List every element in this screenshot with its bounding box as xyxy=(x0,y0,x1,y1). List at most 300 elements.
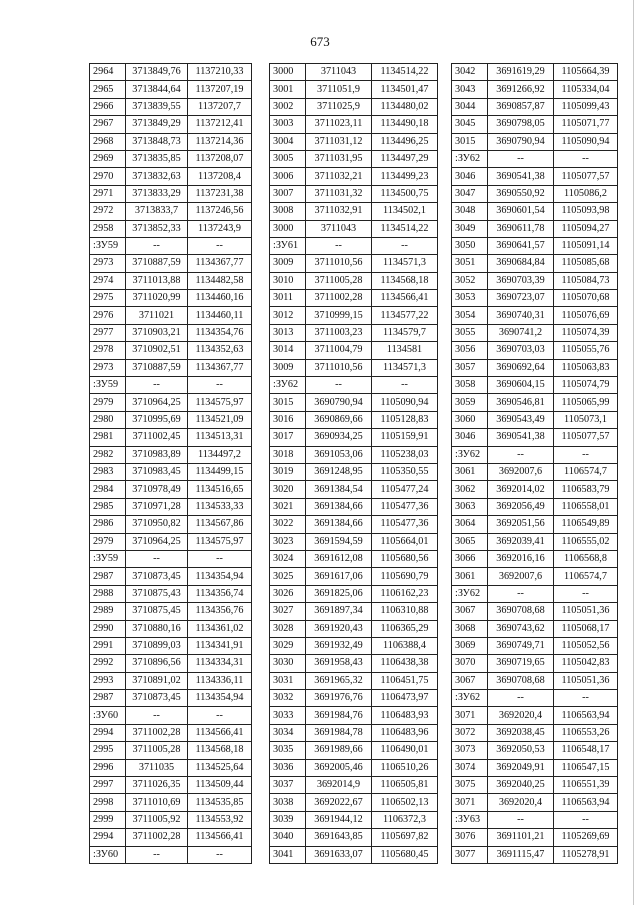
point-number-cell: 3070 xyxy=(452,655,488,672)
x-coordinate-cell: 3711002,45 xyxy=(126,429,188,446)
table-row xyxy=(90,463,252,480)
y-coordinate-cell: 1105084,73 xyxy=(554,272,618,289)
point-number-cell: 3050 xyxy=(452,237,488,254)
x-coordinate-cell: 3691594,59 xyxy=(306,533,372,550)
scan-edge-right xyxy=(633,0,634,905)
table-row xyxy=(270,255,438,272)
point-number-cell: :ЗУ60 xyxy=(90,707,126,724)
x-coordinate-cell: 3710887,59 xyxy=(126,359,188,376)
table-row xyxy=(452,811,618,828)
y-coordinate-cell: 1134567,86 xyxy=(188,516,252,533)
table-row xyxy=(90,533,252,550)
y-coordinate-cell: 1106451,75 xyxy=(372,672,438,689)
point-number-cell: 2971 xyxy=(90,185,126,202)
table-row xyxy=(452,777,618,794)
table-row xyxy=(90,777,252,794)
point-number-cell: 3039 xyxy=(270,811,306,828)
point-number-cell: 3073 xyxy=(452,742,488,759)
y-coordinate-cell: 1137210,33 xyxy=(188,64,252,81)
table-row xyxy=(270,603,438,620)
y-coordinate-cell: -- xyxy=(188,237,252,254)
y-coordinate-cell: 1105094,27 xyxy=(554,220,618,237)
x-coordinate-cell: 3690869,66 xyxy=(306,411,372,428)
point-number-cell: 3040 xyxy=(270,829,306,846)
x-coordinate-cell: 3690550,92 xyxy=(488,185,554,202)
point-number-cell: 3022 xyxy=(270,516,306,533)
x-coordinate-cell: 3690708,68 xyxy=(488,672,554,689)
table-row xyxy=(270,220,438,237)
x-coordinate-cell: 3692005,46 xyxy=(306,759,372,776)
table-row xyxy=(90,481,252,498)
x-coordinate-cell: 3710983,45 xyxy=(126,463,188,480)
table-row xyxy=(452,150,618,167)
y-coordinate-cell: 1105051,36 xyxy=(554,603,618,620)
table-row xyxy=(452,342,618,359)
point-number-cell: 3019 xyxy=(270,463,306,480)
point-number-cell: 3009 xyxy=(270,255,306,272)
x-coordinate-cell: 3691619,29 xyxy=(488,64,554,81)
table-row xyxy=(90,220,252,237)
point-number-cell: 3008 xyxy=(270,203,306,220)
x-coordinate-cell: -- xyxy=(488,150,554,167)
table-row xyxy=(452,203,618,220)
y-coordinate-cell: 1137212,41 xyxy=(188,116,252,133)
point-number-cell: 2958 xyxy=(90,220,126,237)
point-number-cell: 2973 xyxy=(90,255,126,272)
y-coordinate-cell: 1105051,36 xyxy=(554,672,618,689)
point-number-cell: 3026 xyxy=(270,585,306,602)
y-coordinate-cell: 1134482,58 xyxy=(188,272,252,289)
y-coordinate-cell: 1134525,64 xyxy=(188,759,252,776)
y-coordinate-cell: 1105477,36 xyxy=(372,516,438,533)
point-number-cell: 3049 xyxy=(452,220,488,237)
table-row xyxy=(452,655,618,672)
y-coordinate-cell: 1134367,77 xyxy=(188,359,252,376)
y-coordinate-cell: 1106438,38 xyxy=(372,655,438,672)
x-coordinate-cell: 3691932,49 xyxy=(306,637,372,654)
point-number-cell: 2969 xyxy=(90,150,126,167)
y-coordinate-cell: -- xyxy=(188,707,252,724)
point-number-cell: 2979 xyxy=(90,533,126,550)
y-coordinate-cell: 1134480,02 xyxy=(372,98,438,115)
y-coordinate-cell: 1134514,22 xyxy=(372,64,438,81)
point-number-cell: 2964 xyxy=(90,64,126,81)
y-coordinate-cell: 1137214,36 xyxy=(188,133,252,150)
y-coordinate-cell: -- xyxy=(554,811,618,828)
y-coordinate-cell: 1134513,31 xyxy=(188,429,252,446)
y-coordinate-cell: 1106553,26 xyxy=(554,724,618,741)
x-coordinate-cell: 3690703,03 xyxy=(488,342,554,359)
y-coordinate-cell: 1134352,63 xyxy=(188,342,252,359)
x-coordinate-cell: 3691617,06 xyxy=(306,568,372,585)
x-coordinate-cell: 3691053,06 xyxy=(306,446,372,463)
table-row xyxy=(270,98,438,115)
y-coordinate-cell: 1134521,09 xyxy=(188,411,252,428)
y-coordinate-cell: 1105065,99 xyxy=(554,394,618,411)
point-number-cell: 3005 xyxy=(270,150,306,167)
table-row xyxy=(90,203,252,220)
point-number-cell: :ЗУ62 xyxy=(452,150,488,167)
y-coordinate-cell: 1137231,38 xyxy=(188,185,252,202)
table-row xyxy=(270,133,438,150)
y-coordinate-cell: 1137207,19 xyxy=(188,81,252,98)
y-coordinate-cell: 1137208,4 xyxy=(188,168,252,185)
y-coordinate-cell: 1134361,02 xyxy=(188,620,252,637)
x-coordinate-cell: 3690740,31 xyxy=(488,307,554,324)
x-coordinate-cell: 3710950,82 xyxy=(126,516,188,533)
point-number-cell: 3058 xyxy=(452,377,488,394)
x-coordinate-cell: 3713852,33 xyxy=(126,220,188,237)
table-row xyxy=(270,81,438,98)
point-number-cell: 2987 xyxy=(90,568,126,585)
table-row xyxy=(452,98,618,115)
table-row xyxy=(90,237,252,254)
table-row xyxy=(270,185,438,202)
y-coordinate-cell: 1105690,79 xyxy=(372,568,438,585)
point-number-cell: 3028 xyxy=(270,620,306,637)
point-number-cell: 3055 xyxy=(452,324,488,341)
point-number-cell: 2977 xyxy=(90,324,126,341)
y-coordinate-cell: 1106388,4 xyxy=(372,637,438,654)
y-coordinate-cell: 1105093,98 xyxy=(554,203,618,220)
point-number-cell: 2972 xyxy=(90,203,126,220)
table-row xyxy=(452,220,618,237)
y-coordinate-cell: 1105077,57 xyxy=(554,429,618,446)
point-number-cell: :ЗУ63 xyxy=(452,811,488,828)
x-coordinate-cell: 3711002,28 xyxy=(126,724,188,741)
y-coordinate-cell: -- xyxy=(188,377,252,394)
x-coordinate-cell: 3691384,54 xyxy=(306,481,372,498)
y-coordinate-cell: 1134336,11 xyxy=(188,672,252,689)
point-number-cell: 2995 xyxy=(90,742,126,759)
y-coordinate-cell: 1134356,74 xyxy=(188,585,252,602)
x-coordinate-cell: -- xyxy=(488,446,554,463)
table-row xyxy=(90,324,252,341)
point-number-cell: 2968 xyxy=(90,133,126,150)
y-coordinate-cell: 1134460,16 xyxy=(188,290,252,307)
point-number-cell: 2965 xyxy=(90,81,126,98)
point-number-cell: 3074 xyxy=(452,759,488,776)
table-row xyxy=(452,620,618,637)
table-row xyxy=(90,707,252,724)
y-coordinate-cell: 1105128,83 xyxy=(372,411,438,428)
table-row xyxy=(270,568,438,585)
table-row xyxy=(90,620,252,637)
table-row xyxy=(452,672,618,689)
y-coordinate-cell: 1105085,68 xyxy=(554,255,618,272)
x-coordinate-cell: 3691384,66 xyxy=(306,498,372,515)
table-row xyxy=(90,568,252,585)
point-number-cell: 2967 xyxy=(90,116,126,133)
y-coordinate-cell: 1106574,7 xyxy=(554,463,618,480)
x-coordinate-cell: 3711005,28 xyxy=(126,742,188,759)
point-number-cell: 2989 xyxy=(90,603,126,620)
table-row xyxy=(90,724,252,741)
point-number-cell: 2999 xyxy=(90,811,126,828)
table-row xyxy=(270,690,438,707)
x-coordinate-cell: 3710964,25 xyxy=(126,533,188,550)
y-coordinate-cell: 1105680,56 xyxy=(372,550,438,567)
x-coordinate-cell: 3690684,84 xyxy=(488,255,554,272)
table-row xyxy=(90,829,252,846)
table-row xyxy=(270,620,438,637)
x-coordinate-cell: 3691115,47 xyxy=(488,846,554,863)
y-coordinate-cell: 1137207,7 xyxy=(188,98,252,115)
point-number-cell: 3006 xyxy=(270,168,306,185)
point-number-cell: 3042 xyxy=(452,64,488,81)
y-coordinate-cell: 1105077,57 xyxy=(554,168,618,185)
point-number-cell: 3004 xyxy=(270,133,306,150)
x-coordinate-cell: 3710902,51 xyxy=(126,342,188,359)
point-number-cell: 3046 xyxy=(452,168,488,185)
table-row xyxy=(90,168,252,185)
x-coordinate-cell: 3711026,35 xyxy=(126,777,188,794)
x-coordinate-cell: 3713839,55 xyxy=(126,98,188,115)
x-coordinate-cell: 3691612,08 xyxy=(306,550,372,567)
table-row xyxy=(90,255,252,272)
table-row xyxy=(270,516,438,533)
y-coordinate-cell: 1105052,56 xyxy=(554,637,618,654)
table-row xyxy=(270,272,438,289)
x-coordinate-cell: 3690546,81 xyxy=(488,394,554,411)
y-coordinate-cell: 1106574,7 xyxy=(554,568,618,585)
y-coordinate-cell: -- xyxy=(188,846,252,863)
y-coordinate-cell: 1134354,94 xyxy=(188,690,252,707)
x-coordinate-cell: 3710891,02 xyxy=(126,672,188,689)
table-row xyxy=(90,342,252,359)
table-row xyxy=(452,133,618,150)
x-coordinate-cell: 3710999,15 xyxy=(306,307,372,324)
table-row xyxy=(270,150,438,167)
point-number-cell: :ЗУ59 xyxy=(90,377,126,394)
y-coordinate-cell: 1134497,29 xyxy=(372,150,438,167)
point-number-cell: 3056 xyxy=(452,342,488,359)
x-coordinate-cell: -- xyxy=(126,846,188,863)
point-number-cell: 2983 xyxy=(90,463,126,480)
y-coordinate-cell: 1105090,94 xyxy=(372,394,438,411)
table-row xyxy=(452,185,618,202)
x-coordinate-cell: 3711010,56 xyxy=(306,359,372,376)
table-row xyxy=(90,637,252,654)
point-number-cell: 3031 xyxy=(270,672,306,689)
y-coordinate-cell: 1105477,36 xyxy=(372,498,438,515)
x-coordinate-cell: 3692040,25 xyxy=(488,777,554,794)
table-row xyxy=(90,411,252,428)
point-number-cell: 2990 xyxy=(90,620,126,637)
table-row xyxy=(452,116,618,133)
y-coordinate-cell: 1134571,3 xyxy=(372,359,438,376)
y-coordinate-cell: 1106583,79 xyxy=(554,481,618,498)
table-row xyxy=(90,446,252,463)
point-number-cell: 3018 xyxy=(270,446,306,463)
y-coordinate-cell: 1105074,79 xyxy=(554,377,618,394)
x-coordinate-cell: 3710887,59 xyxy=(126,255,188,272)
table-row xyxy=(452,498,618,515)
x-coordinate-cell: 3690798,05 xyxy=(488,116,554,133)
x-coordinate-cell: 3711005,92 xyxy=(126,811,188,828)
point-number-cell: 2982 xyxy=(90,446,126,463)
y-coordinate-cell: 1105076,69 xyxy=(554,307,618,324)
y-coordinate-cell: 1134496,25 xyxy=(372,133,438,150)
table-row xyxy=(452,759,618,776)
point-number-cell: 3071 xyxy=(452,707,488,724)
x-coordinate-cell: 3692049,91 xyxy=(488,759,554,776)
x-coordinate-cell: 3690719,65 xyxy=(488,655,554,672)
point-number-cell: 3010 xyxy=(270,272,306,289)
x-coordinate-cell: 3711031,95 xyxy=(306,150,372,167)
table-row xyxy=(90,64,252,81)
x-coordinate-cell: 3690541,38 xyxy=(488,168,554,185)
x-coordinate-cell: 3711032,91 xyxy=(306,203,372,220)
x-coordinate-cell: 3713833,7 xyxy=(126,203,188,220)
table-row xyxy=(270,64,438,81)
x-coordinate-cell: 3691989,66 xyxy=(306,742,372,759)
x-coordinate-cell: 3711002,28 xyxy=(126,829,188,846)
x-coordinate-cell: 3711031,12 xyxy=(306,133,372,150)
point-number-cell: 3007 xyxy=(270,185,306,202)
point-number-cell: 3001 xyxy=(270,81,306,98)
table-row xyxy=(270,672,438,689)
y-coordinate-cell: 1134566,41 xyxy=(372,290,438,307)
x-coordinate-cell: 3711002,28 xyxy=(306,290,372,307)
x-coordinate-cell: 3690641,57 xyxy=(488,237,554,254)
x-coordinate-cell: 3692039,41 xyxy=(488,533,554,550)
coordinate-table-right xyxy=(451,63,618,864)
x-coordinate-cell: 3711031,32 xyxy=(306,185,372,202)
y-coordinate-cell: 1134500,75 xyxy=(372,185,438,202)
y-coordinate-cell: 1137208,07 xyxy=(188,150,252,167)
y-coordinate-cell: 1106162,23 xyxy=(372,585,438,602)
table-row xyxy=(90,655,252,672)
y-coordinate-cell: 1105074,39 xyxy=(554,324,618,341)
x-coordinate-cell: -- xyxy=(126,707,188,724)
table-row xyxy=(90,742,252,759)
y-coordinate-cell: 1105269,69 xyxy=(554,829,618,846)
x-coordinate-cell: 3711003,23 xyxy=(306,324,372,341)
table-row xyxy=(452,359,618,376)
x-coordinate-cell: 3690790,94 xyxy=(488,133,554,150)
x-coordinate-cell: 3692020,4 xyxy=(488,707,554,724)
table-row xyxy=(452,411,618,428)
x-coordinate-cell: 3690601,54 xyxy=(488,203,554,220)
table-row xyxy=(452,603,618,620)
point-number-cell: 3043 xyxy=(452,81,488,98)
table-row xyxy=(452,829,618,846)
y-coordinate-cell: -- xyxy=(554,585,618,602)
x-coordinate-cell: 3711025,9 xyxy=(306,98,372,115)
point-number-cell: 3054 xyxy=(452,307,488,324)
table-row xyxy=(452,463,618,480)
point-number-cell: 3060 xyxy=(452,411,488,428)
y-coordinate-cell: 1105099,43 xyxy=(554,98,618,115)
x-coordinate-cell: 3691101,21 xyxy=(488,829,554,846)
point-number-cell: 3061 xyxy=(452,463,488,480)
x-coordinate-cell: 3710978,49 xyxy=(126,481,188,498)
y-coordinate-cell: 1134334,31 xyxy=(188,655,252,672)
y-coordinate-cell: 1106365,29 xyxy=(372,620,438,637)
x-coordinate-cell: 3691965,32 xyxy=(306,672,372,689)
y-coordinate-cell: 1137243,9 xyxy=(188,220,252,237)
point-number-cell: 3068 xyxy=(452,620,488,637)
x-coordinate-cell: 3710875,43 xyxy=(126,585,188,602)
table-row xyxy=(270,498,438,515)
table-row xyxy=(452,237,618,254)
point-number-cell: 2984 xyxy=(90,481,126,498)
y-coordinate-cell: 1105086,2 xyxy=(554,185,618,202)
table-row xyxy=(90,846,252,863)
point-number-cell: 2996 xyxy=(90,759,126,776)
point-number-cell: 3071 xyxy=(452,794,488,811)
table-row xyxy=(452,550,618,567)
x-coordinate-cell: 3710964,25 xyxy=(126,394,188,411)
table-row xyxy=(452,429,618,446)
y-coordinate-cell: 1106547,15 xyxy=(554,759,618,776)
y-coordinate-cell: 1105664,39 xyxy=(554,64,618,81)
x-coordinate-cell: 3713849,76 xyxy=(126,64,188,81)
y-coordinate-cell: -- xyxy=(554,690,618,707)
point-number-cell: 3064 xyxy=(452,516,488,533)
table-row xyxy=(270,585,438,602)
point-number-cell: 2975 xyxy=(90,290,126,307)
y-coordinate-cell: -- xyxy=(554,150,618,167)
x-coordinate-cell: 3692007,6 xyxy=(488,463,554,480)
table-row xyxy=(270,237,438,254)
table-row xyxy=(270,777,438,794)
y-coordinate-cell: 1106505,81 xyxy=(372,777,438,794)
x-coordinate-cell: 3690749,71 xyxy=(488,637,554,654)
table-row xyxy=(270,342,438,359)
table-row xyxy=(90,672,252,689)
y-coordinate-cell: 1134568,18 xyxy=(188,742,252,759)
y-coordinate-cell: 1134501,47 xyxy=(372,81,438,98)
table-row xyxy=(270,481,438,498)
table-row xyxy=(270,324,438,341)
y-coordinate-cell: 1134535,85 xyxy=(188,794,252,811)
x-coordinate-cell: -- xyxy=(126,377,188,394)
x-coordinate-cell: -- xyxy=(126,550,188,567)
point-number-cell: 3041 xyxy=(270,846,306,863)
point-number-cell: 3023 xyxy=(270,533,306,550)
point-number-cell: 2997 xyxy=(90,777,126,794)
y-coordinate-cell: 1106548,17 xyxy=(554,742,618,759)
point-number-cell: 3017 xyxy=(270,429,306,446)
y-coordinate-cell: 1105238,03 xyxy=(372,446,438,463)
x-coordinate-cell: 3711043 xyxy=(306,220,372,237)
table-row xyxy=(452,481,618,498)
x-coordinate-cell: 3690708,68 xyxy=(488,603,554,620)
x-coordinate-cell: 3690611,78 xyxy=(488,220,554,237)
table-row xyxy=(270,394,438,411)
table-row xyxy=(90,150,252,167)
y-coordinate-cell: 1105090,94 xyxy=(554,133,618,150)
table-row xyxy=(452,81,618,98)
x-coordinate-cell: 3710896,56 xyxy=(126,655,188,672)
x-coordinate-cell: 3692050,53 xyxy=(488,742,554,759)
page-number: 673 xyxy=(310,34,330,49)
point-number-cell: 3066 xyxy=(452,550,488,567)
point-number-cell: 2974 xyxy=(90,272,126,289)
table-row xyxy=(452,290,618,307)
y-coordinate-cell: 1134553,92 xyxy=(188,811,252,828)
x-coordinate-cell: 3691825,06 xyxy=(306,585,372,602)
y-coordinate-cell: 1134571,3 xyxy=(372,255,438,272)
point-number-cell: 2998 xyxy=(90,794,126,811)
y-coordinate-cell: 1134497,2 xyxy=(188,446,252,463)
point-number-cell: 3009 xyxy=(270,359,306,376)
x-coordinate-cell: 3711010,69 xyxy=(126,794,188,811)
point-number-cell: 3035 xyxy=(270,742,306,759)
x-coordinate-cell: 3711021 xyxy=(126,307,188,324)
